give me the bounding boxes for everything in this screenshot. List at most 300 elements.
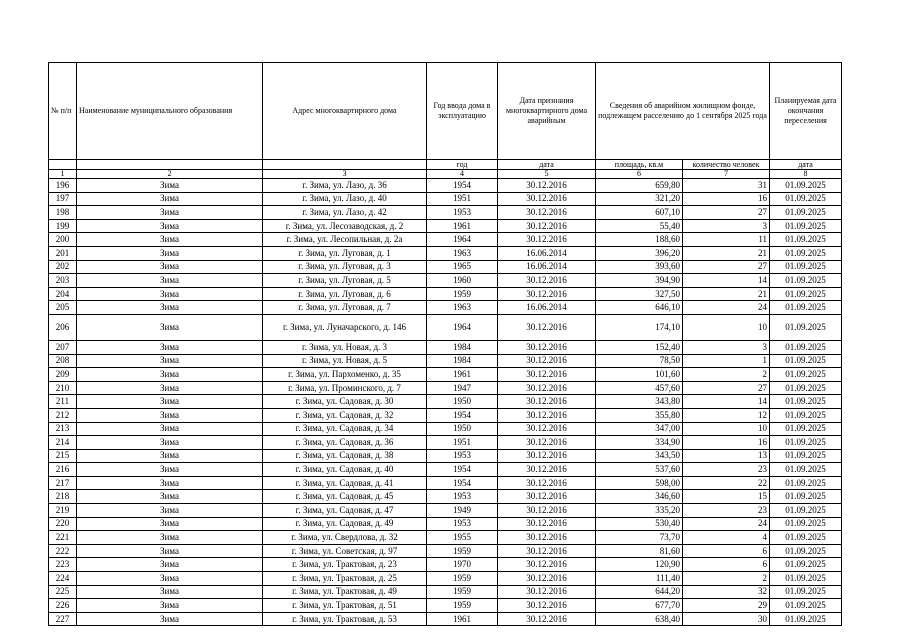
planned-date: 01.09.2025 bbox=[770, 436, 842, 450]
header-planned-date: Планируемая дата окончания переселения bbox=[770, 63, 842, 160]
municipality-name: Зима bbox=[77, 422, 263, 436]
row-number: 207 bbox=[49, 340, 77, 354]
commission-year: 1984 bbox=[427, 340, 498, 354]
people-count: 27 bbox=[683, 381, 770, 395]
planned-date: 01.09.2025 bbox=[770, 558, 842, 572]
municipality-name: Зима bbox=[77, 612, 263, 626]
house-address: г. Зима, ул. Новая, д. 3 bbox=[263, 340, 427, 354]
people-count: 23 bbox=[683, 504, 770, 518]
area-sqm: 677,70 bbox=[596, 599, 683, 613]
recognition-date: 30.12.2016 bbox=[498, 381, 596, 395]
planned-date: 01.09.2025 bbox=[770, 612, 842, 626]
area-sqm: 598,00 bbox=[596, 476, 683, 490]
municipality-name: Зима bbox=[77, 219, 263, 233]
area-sqm: 457,60 bbox=[596, 381, 683, 395]
commission-year: 1949 bbox=[427, 504, 498, 518]
table-row bbox=[49, 612, 842, 626]
municipality-name: Зима bbox=[77, 301, 263, 315]
house-address: г. Зима, ул. Свердлова, д. 32 bbox=[263, 531, 427, 545]
column-number: 1 bbox=[49, 170, 77, 179]
row-number: 222 bbox=[49, 544, 77, 558]
row-number: 203 bbox=[49, 274, 77, 288]
area-sqm: 188,60 bbox=[596, 233, 683, 247]
header-recognition-date: Дата признания многоквартирного дома аварийным bbox=[498, 63, 596, 160]
municipality-name: Зима bbox=[77, 354, 263, 368]
planned-date: 01.09.2025 bbox=[770, 449, 842, 463]
planned-date: 01.09.2025 bbox=[770, 301, 842, 315]
house-address: г. Зима, ул. Садовая, д. 49 bbox=[263, 517, 427, 531]
row-number: 196 bbox=[49, 179, 77, 193]
commission-year: 1964 bbox=[427, 314, 498, 340]
area-sqm: 394,90 bbox=[596, 274, 683, 288]
commission-year: 1954 bbox=[427, 476, 498, 490]
recognition-date: 30.12.2016 bbox=[498, 572, 596, 586]
area-sqm: 659,80 bbox=[596, 179, 683, 193]
people-count: 10 bbox=[683, 422, 770, 436]
recognition-date: 30.12.2016 bbox=[498, 504, 596, 518]
house-address: г. Зима, ул. Садовая, д. 40 bbox=[263, 463, 427, 477]
people-count: 3 bbox=[683, 219, 770, 233]
people-count: 27 bbox=[683, 206, 770, 220]
people-count: 14 bbox=[683, 274, 770, 288]
house-address: г. Зима, ул. Трактовая, д. 53 bbox=[263, 612, 427, 626]
commission-year: 1959 bbox=[427, 599, 498, 613]
municipality-name: Зима bbox=[77, 504, 263, 518]
recognition-date: 30.12.2016 bbox=[498, 314, 596, 340]
house-address: г. Зима, ул. Садовая, д. 34 bbox=[263, 422, 427, 436]
people-count: 16 bbox=[683, 436, 770, 450]
people-count: 13 bbox=[683, 449, 770, 463]
people-count: 1 bbox=[683, 354, 770, 368]
people-count: 24 bbox=[683, 517, 770, 531]
house-address: г. Зима, ул. Новая, д. 5 bbox=[263, 354, 427, 368]
municipality-name: Зима bbox=[77, 436, 263, 450]
municipality-name: Зима bbox=[77, 368, 263, 382]
recognition-date: 30.12.2016 bbox=[498, 476, 596, 490]
commission-year: 1953 bbox=[427, 490, 498, 504]
area-sqm: 174,10 bbox=[596, 314, 683, 340]
municipality-name: Зима bbox=[77, 260, 263, 274]
planned-date: 01.09.2025 bbox=[770, 340, 842, 354]
commission-year: 1951 bbox=[427, 436, 498, 450]
header-address: Адрес многоквартирного дома bbox=[263, 63, 427, 160]
municipality-name: Зима bbox=[77, 287, 263, 301]
people-count: 3 bbox=[683, 340, 770, 354]
row-number: 200 bbox=[49, 233, 77, 247]
house-address: г. Зима, ул. Луговая, д. 7 bbox=[263, 301, 427, 315]
commission-year: 1954 bbox=[427, 408, 498, 422]
table-row bbox=[49, 490, 842, 504]
house-address: г. Зима, ул. Лесопильная, д. 2а bbox=[263, 233, 427, 247]
house-address: г. Зима, ул. Луначарского, д. 146 bbox=[263, 314, 427, 340]
house-address: г. Зима, ул. Трактовая, д. 25 bbox=[263, 572, 427, 586]
people-count: 27 bbox=[683, 260, 770, 274]
recognition-date: 30.12.2016 bbox=[498, 599, 596, 613]
municipality-name: Зима bbox=[77, 517, 263, 531]
municipality-name: Зима bbox=[77, 572, 263, 586]
column-number: 7 bbox=[683, 170, 770, 179]
table-row bbox=[49, 422, 842, 436]
planned-date: 01.09.2025 bbox=[770, 422, 842, 436]
commission-year: 1960 bbox=[427, 274, 498, 288]
people-count: 30 bbox=[683, 612, 770, 626]
column-numbers-row bbox=[49, 170, 842, 179]
planned-date: 01.09.2025 bbox=[770, 314, 842, 340]
recognition-date: 30.12.2016 bbox=[498, 531, 596, 545]
row-number: 214 bbox=[49, 436, 77, 450]
house-address: г. Зима, ул. Лазо, д. 42 bbox=[263, 206, 427, 220]
table-row bbox=[49, 368, 842, 382]
commission-year: 1953 bbox=[427, 449, 498, 463]
house-address: г. Зима, ул. Садовая, д. 38 bbox=[263, 449, 427, 463]
house-address: г. Зима, ул. Луговая, д. 1 bbox=[263, 246, 427, 260]
row-number: 209 bbox=[49, 368, 77, 382]
people-count: 6 bbox=[683, 558, 770, 572]
row-number: 210 bbox=[49, 381, 77, 395]
planned-date: 01.09.2025 bbox=[770, 490, 842, 504]
area-sqm: 537,60 bbox=[596, 463, 683, 477]
planned-date: 01.09.2025 bbox=[770, 476, 842, 490]
area-sqm: 530,40 bbox=[596, 517, 683, 531]
commission-year: 1950 bbox=[427, 395, 498, 409]
area-sqm: 646,10 bbox=[596, 301, 683, 315]
table-row bbox=[49, 572, 842, 586]
table-row bbox=[49, 287, 842, 301]
people-count: 16 bbox=[683, 192, 770, 206]
planned-date: 01.09.2025 bbox=[770, 463, 842, 477]
municipality-name: Зима bbox=[77, 408, 263, 422]
planned-date: 01.09.2025 bbox=[770, 368, 842, 382]
recognition-date: 30.12.2016 bbox=[498, 449, 596, 463]
commission-year: 1961 bbox=[427, 368, 498, 382]
planned-date: 01.09.2025 bbox=[770, 219, 842, 233]
table-row bbox=[49, 544, 842, 558]
table-row bbox=[49, 585, 842, 599]
area-sqm: 396,20 bbox=[596, 246, 683, 260]
header-emergency-info: Сведения об аварийном жилищном фонде, подлежащем расселению до 1 сентября 2025 года bbox=[596, 63, 770, 160]
column-number: 2 bbox=[77, 170, 263, 179]
planned-date: 01.09.2025 bbox=[770, 274, 842, 288]
planned-date: 01.09.2025 bbox=[770, 260, 842, 274]
commission-year: 1984 bbox=[427, 354, 498, 368]
people-count: 31 bbox=[683, 179, 770, 193]
commission-year: 1953 bbox=[427, 517, 498, 531]
table-row bbox=[49, 599, 842, 613]
recognition-date: 30.12.2016 bbox=[498, 517, 596, 531]
table-row bbox=[49, 531, 842, 545]
row-number: 216 bbox=[49, 463, 77, 477]
row-number: 217 bbox=[49, 476, 77, 490]
people-count: 23 bbox=[683, 463, 770, 477]
unit-date: дата bbox=[498, 160, 596, 170]
area-sqm: 334,90 bbox=[596, 436, 683, 450]
people-count: 12 bbox=[683, 408, 770, 422]
unit-year: год bbox=[427, 160, 498, 170]
recognition-date: 30.12.2016 bbox=[498, 340, 596, 354]
municipality-name: Зима bbox=[77, 558, 263, 572]
recognition-date: 16.06.2014 bbox=[498, 246, 596, 260]
recognition-date: 30.12.2016 bbox=[498, 233, 596, 247]
area-sqm: 120,90 bbox=[596, 558, 683, 572]
header-municipality: Наименование муниципального образования bbox=[77, 63, 263, 160]
house-address: г. Зима, ул. Луговая, д. 6 bbox=[263, 287, 427, 301]
house-address: г. Зима, ул. Пархоменко, д. 35 bbox=[263, 368, 427, 382]
house-address: г. Зима, ул. Трактовая, д. 49 bbox=[263, 585, 427, 599]
planned-date: 01.09.2025 bbox=[770, 504, 842, 518]
municipality-name: Зима bbox=[77, 340, 263, 354]
commission-year: 1947 bbox=[427, 381, 498, 395]
commission-year: 1970 bbox=[427, 558, 498, 572]
area-sqm: 152,40 bbox=[596, 340, 683, 354]
column-number: 3 bbox=[263, 170, 427, 179]
row-number: 201 bbox=[49, 246, 77, 260]
table-row bbox=[49, 449, 842, 463]
table-row bbox=[49, 179, 842, 193]
recognition-date: 16.06.2014 bbox=[498, 301, 596, 315]
people-count: 21 bbox=[683, 287, 770, 301]
row-number: 212 bbox=[49, 408, 77, 422]
house-address: г. Зима, ул. Лазо, д. 40 bbox=[263, 192, 427, 206]
planned-date: 01.09.2025 bbox=[770, 517, 842, 531]
commission-year: 1953 bbox=[427, 206, 498, 220]
recognition-date: 30.12.2016 bbox=[498, 436, 596, 450]
planned-date: 01.09.2025 bbox=[770, 544, 842, 558]
unit-cell-empty bbox=[263, 160, 427, 170]
table-row bbox=[49, 476, 842, 490]
area-sqm: 355,80 bbox=[596, 408, 683, 422]
planned-date: 01.09.2025 bbox=[770, 395, 842, 409]
commission-year: 1961 bbox=[427, 219, 498, 233]
row-number: 227 bbox=[49, 612, 77, 626]
municipality-name: Зима bbox=[77, 490, 263, 504]
house-address: г. Зима, ул. Луговая, д. 3 bbox=[263, 260, 427, 274]
recognition-date: 30.12.2016 bbox=[498, 408, 596, 422]
municipality-name: Зима bbox=[77, 314, 263, 340]
column-number: 8 bbox=[770, 170, 842, 179]
row-number: 197 bbox=[49, 192, 77, 206]
area-sqm: 638,40 bbox=[596, 612, 683, 626]
people-count: 15 bbox=[683, 490, 770, 504]
people-count: 2 bbox=[683, 368, 770, 382]
unit-planned: дата bbox=[770, 160, 842, 170]
municipality-name: Зима bbox=[77, 531, 263, 545]
header-num: № п/п bbox=[49, 63, 77, 160]
planned-date: 01.09.2025 bbox=[770, 381, 842, 395]
municipality-name: Зима bbox=[77, 274, 263, 288]
house-address: г. Зима, ул. Садовая, д. 45 bbox=[263, 490, 427, 504]
unit-cell-empty bbox=[77, 160, 263, 170]
table-row bbox=[49, 274, 842, 288]
area-sqm: 343,80 bbox=[596, 395, 683, 409]
commission-year: 1954 bbox=[427, 179, 498, 193]
planned-date: 01.09.2025 bbox=[770, 354, 842, 368]
commission-year: 1959 bbox=[427, 585, 498, 599]
table-row bbox=[49, 260, 842, 274]
commission-year: 1963 bbox=[427, 301, 498, 315]
recognition-date: 30.12.2016 bbox=[498, 395, 596, 409]
area-sqm: 644,20 bbox=[596, 585, 683, 599]
table-row bbox=[49, 219, 842, 233]
municipality-name: Зима bbox=[77, 206, 263, 220]
municipality-name: Зима bbox=[77, 179, 263, 193]
recognition-date: 30.12.2016 bbox=[498, 206, 596, 220]
municipality-name: Зима bbox=[77, 599, 263, 613]
planned-date: 01.09.2025 bbox=[770, 408, 842, 422]
people-count: 21 bbox=[683, 246, 770, 260]
commission-year: 1965 bbox=[427, 260, 498, 274]
people-count: 4 bbox=[683, 531, 770, 545]
units-row bbox=[49, 160, 842, 170]
area-sqm: 393,60 bbox=[596, 260, 683, 274]
row-number: 224 bbox=[49, 572, 77, 586]
municipality-name: Зима bbox=[77, 381, 263, 395]
house-address: г. Зима, ул. Садовая, д. 47 bbox=[263, 504, 427, 518]
recognition-date: 30.12.2016 bbox=[498, 585, 596, 599]
commission-year: 1963 bbox=[427, 246, 498, 260]
table-row bbox=[49, 408, 842, 422]
area-sqm: 327,50 bbox=[596, 287, 683, 301]
row-number: 205 bbox=[49, 301, 77, 315]
commission-year: 1955 bbox=[427, 531, 498, 545]
house-address: г. Зима, ул. Садовая, д. 30 bbox=[263, 395, 427, 409]
planned-date: 01.09.2025 bbox=[770, 599, 842, 613]
house-address: г. Зима, ул. Садовая, д. 32 bbox=[263, 408, 427, 422]
table-row bbox=[49, 395, 842, 409]
commission-year: 1961 bbox=[427, 612, 498, 626]
planned-date: 01.09.2025 bbox=[770, 233, 842, 247]
recognition-date: 16.06.2014 bbox=[498, 260, 596, 274]
municipality-name: Зима bbox=[77, 449, 263, 463]
row-number: 213 bbox=[49, 422, 77, 436]
municipality-name: Зима bbox=[77, 395, 263, 409]
area-sqm: 343,50 bbox=[596, 449, 683, 463]
recognition-date: 30.12.2016 bbox=[498, 219, 596, 233]
planned-date: 01.09.2025 bbox=[770, 585, 842, 599]
table-row bbox=[49, 246, 842, 260]
column-number: 6 bbox=[596, 170, 683, 179]
recognition-date: 30.12.2016 bbox=[498, 179, 596, 193]
area-sqm: 81,60 bbox=[596, 544, 683, 558]
row-number: 208 bbox=[49, 354, 77, 368]
row-number: 219 bbox=[49, 504, 77, 518]
row-number: 223 bbox=[49, 558, 77, 572]
table-row bbox=[49, 517, 842, 531]
area-sqm: 335,20 bbox=[596, 504, 683, 518]
row-number: 206 bbox=[49, 314, 77, 340]
recognition-date: 30.12.2016 bbox=[498, 274, 596, 288]
commission-year: 1959 bbox=[427, 572, 498, 586]
house-address: г. Зима, ул. Луговая, д. 5 bbox=[263, 274, 427, 288]
table-row bbox=[49, 463, 842, 477]
people-count: 14 bbox=[683, 395, 770, 409]
area-sqm: 78,50 bbox=[596, 354, 683, 368]
unit-area: площадь, кв.м bbox=[596, 160, 683, 170]
table-row bbox=[49, 233, 842, 247]
table-row bbox=[49, 192, 842, 206]
table-row bbox=[49, 381, 842, 395]
recognition-date: 30.12.2016 bbox=[498, 544, 596, 558]
people-count: 10 bbox=[683, 314, 770, 340]
house-address: г. Зима, ул. Лазо, д. 36 bbox=[263, 179, 427, 193]
people-count: 32 bbox=[683, 585, 770, 599]
municipality-name: Зима bbox=[77, 476, 263, 490]
area-sqm: 321,20 bbox=[596, 192, 683, 206]
row-number: 204 bbox=[49, 287, 77, 301]
recognition-date: 30.12.2016 bbox=[498, 463, 596, 477]
commission-year: 1959 bbox=[427, 287, 498, 301]
house-address: г. Зима, ул. Лесозаводская, д. 2 bbox=[263, 219, 427, 233]
planned-date: 01.09.2025 bbox=[770, 531, 842, 545]
area-sqm: 101,60 bbox=[596, 368, 683, 382]
table-row bbox=[49, 504, 842, 518]
planned-date: 01.09.2025 bbox=[770, 179, 842, 193]
row-number: 218 bbox=[49, 490, 77, 504]
people-count: 29 bbox=[683, 599, 770, 613]
planned-date: 01.09.2025 bbox=[770, 246, 842, 260]
house-address: г. Зима, ул. Советская, д. 97 bbox=[263, 544, 427, 558]
municipality-name: Зима bbox=[77, 246, 263, 260]
house-address: г. Зима, ул. Проминского, д. 7 bbox=[263, 381, 427, 395]
row-number: 199 bbox=[49, 219, 77, 233]
unit-people: количество человек bbox=[683, 160, 770, 170]
recognition-date: 30.12.2016 bbox=[498, 192, 596, 206]
area-sqm: 111,40 bbox=[596, 572, 683, 586]
municipality-name: Зима bbox=[77, 192, 263, 206]
house-address: г. Зима, ул. Садовая, д. 36 bbox=[263, 436, 427, 450]
people-count: 2 bbox=[683, 572, 770, 586]
row-number: 215 bbox=[49, 449, 77, 463]
table-row bbox=[49, 340, 842, 354]
table-row bbox=[49, 314, 842, 340]
commission-year: 1951 bbox=[427, 192, 498, 206]
recognition-date: 30.12.2016 bbox=[498, 490, 596, 504]
table-row bbox=[49, 301, 842, 315]
row-number: 221 bbox=[49, 531, 77, 545]
row-number: 225 bbox=[49, 585, 77, 599]
header-year: Год ввода дома в эксплуатацию bbox=[427, 63, 498, 160]
commission-year: 1959 bbox=[427, 544, 498, 558]
table-row bbox=[49, 436, 842, 450]
header-row bbox=[49, 63, 842, 160]
municipality-name: Зима bbox=[77, 463, 263, 477]
people-count: 11 bbox=[683, 233, 770, 247]
recognition-date: 30.12.2016 bbox=[498, 368, 596, 382]
planned-date: 01.09.2025 bbox=[770, 192, 842, 206]
column-number: 5 bbox=[498, 170, 596, 179]
row-number: 202 bbox=[49, 260, 77, 274]
commission-year: 1964 bbox=[427, 233, 498, 247]
recognition-date: 30.12.2016 bbox=[498, 612, 596, 626]
row-number: 226 bbox=[49, 599, 77, 613]
recognition-date: 30.12.2016 bbox=[498, 287, 596, 301]
house-address: г. Зима, ул. Трактовая, д. 23 bbox=[263, 558, 427, 572]
recognition-date: 30.12.2016 bbox=[498, 422, 596, 436]
municipality-name: Зима bbox=[77, 544, 263, 558]
unit-cell-empty bbox=[49, 160, 77, 170]
people-count: 22 bbox=[683, 476, 770, 490]
recognition-date: 30.12.2016 bbox=[498, 558, 596, 572]
house-address: г. Зима, ул. Садовая, д. 41 bbox=[263, 476, 427, 490]
area-sqm: 607,10 bbox=[596, 206, 683, 220]
people-count: 24 bbox=[683, 301, 770, 315]
planned-date: 01.09.2025 bbox=[770, 287, 842, 301]
table-row bbox=[49, 558, 842, 572]
resettlement-table bbox=[48, 62, 842, 626]
area-sqm: 347,00 bbox=[596, 422, 683, 436]
table-row bbox=[49, 354, 842, 368]
area-sqm: 73,70 bbox=[596, 531, 683, 545]
row-number: 211 bbox=[49, 395, 77, 409]
